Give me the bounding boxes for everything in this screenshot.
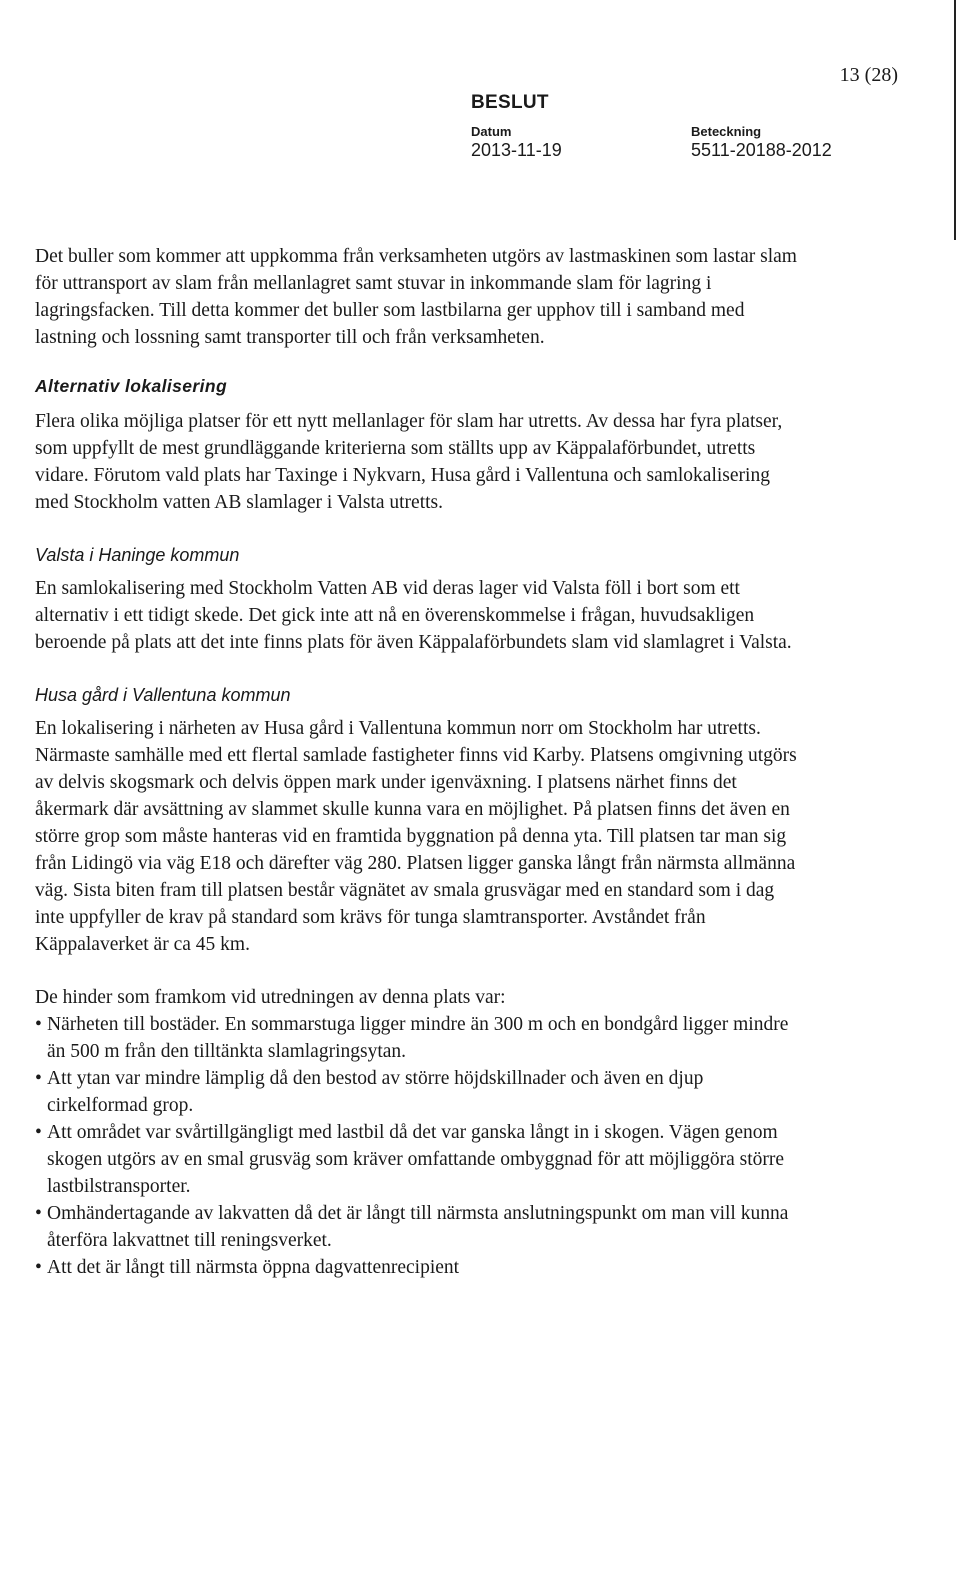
list-item: • Att ytan var mindre lämplig då den bestod av större höjdskillnader och även en djup cirkelformad grop. — [35, 1065, 805, 1119]
section-heading-alternativ: Alternativ lokalisering — [35, 376, 228, 396]
list-item: • Omhändertagande av lakvatten då det är långt till närmsta anslutningspunkt om man vill kunna återföra lakvattnet till reningsverket. — [35, 1200, 805, 1254]
section-alternativ-text: Flera olika möjliga platser för ett nytt mellanlager för slam har utretts. Av dessa har fyra platser, som uppfyllt de mest grundläggande kriterierna som ställts upp av Käppalaförbundet, utretts vidare. Förutom vald plats har Taxinge i Nykvarn, Husa gård i Vallentuna och samlokalisering med Stockholm vatten AB slamlager i Valsta utretts. — [35, 411, 783, 513]
list-item: • Att det är långt till närmsta öppna dagvattenrecipient — [35, 1254, 805, 1281]
date-block — [471, 124, 691, 161]
obstacles-list — [35, 1011, 805, 1281]
document-header — [471, 92, 911, 161]
section-husa-text: En lokalisering i närheten av Husa gård i Vallentuna kommun norr om Stockholm har utretts. Närmaste samhälle med ett flertal samlade fastigheter finns vid Karby. Platsens omgivning utgörs av delvis skogsmark och delvis öppen mark under igenväxning. I platsens närhet finns det åkermark där avsättning av slammet skulle kunna vara en möjlighet. På platsen finns det även en större grop som måste hanteras vid en framtida byggnation på denna yta. Till platsen tar man sig från Lidingö via väg E18 och därefter väg 280. Platsen ligger ganska långt från närmsta allmänna väg. Sista biten fram till platsen består vägnätet av smala grusvägar med en standard som i dag inte uppfyller de krav på standard som krävs för tunga slamtransporter. Avståndet från Käppalaverket är ca 45 km. — [35, 718, 797, 955]
section-valsta-text: En samlokalisering med Stockholm Vatten AB vid deras lager vid Valsta föll i bort som ett alternativ i ett tidigt skede. Det gick inte att nå en överenskommelse i frågan, huvudsakligen beroende på plats att det inte finns plats för även Käppalaförbundets slam vid slamlagret i Valsta. — [35, 578, 792, 653]
section-heading-husa: Husa gård i Vallentuna kommun — [35, 685, 291, 705]
scan-edge-line — [954, 0, 956, 240]
reference-label: Beteckning — [691, 124, 762, 139]
reference-value: 5511-20188-2012 — [691, 140, 832, 160]
header-meta — [471, 124, 911, 161]
section-heading-valsta: Valsta i Haninge kommun — [35, 545, 240, 565]
reference-block — [691, 124, 911, 161]
paragraph-gap — [35, 958, 805, 984]
date-value: 2013-11-19 — [471, 140, 562, 160]
document-type-title: BESLUT — [471, 92, 549, 113]
page-number: 13 (28) — [839, 64, 898, 86]
list-item: • Att området var svårtillgängligt med lastbil då det var ganska långt in i skogen. Vägen genom skogen utgörs av en smal grusväg som kräver omfattande ombyggnad för att möjliggöra större lastbilstransporter. — [35, 1119, 805, 1200]
date-label: Datum — [471, 124, 512, 139]
intro-paragraph: Det buller som kommer att uppkomma från verksamheten utgörs av lastmaskinen som lastar slam för uttransport av slam från mellanlagret samt stuvar in inkommande slam för lagring i lagringsfacken. Till detta kommer det buller som lastbilarna ger upphov till i samband med lastning och lossning samt transporter till och från verksamheten. — [35, 246, 797, 348]
list-item: • Närheten till bostäder. En sommarstuga ligger mindre än 300 m och en bondgård ligger mindre än 500 m från den tilltänkta slamlagringsytan. — [35, 1011, 805, 1065]
document-body — [35, 243, 805, 1281]
obstacles-intro: De hinder som framkom vid utredningen av denna plats var: — [35, 987, 506, 1008]
